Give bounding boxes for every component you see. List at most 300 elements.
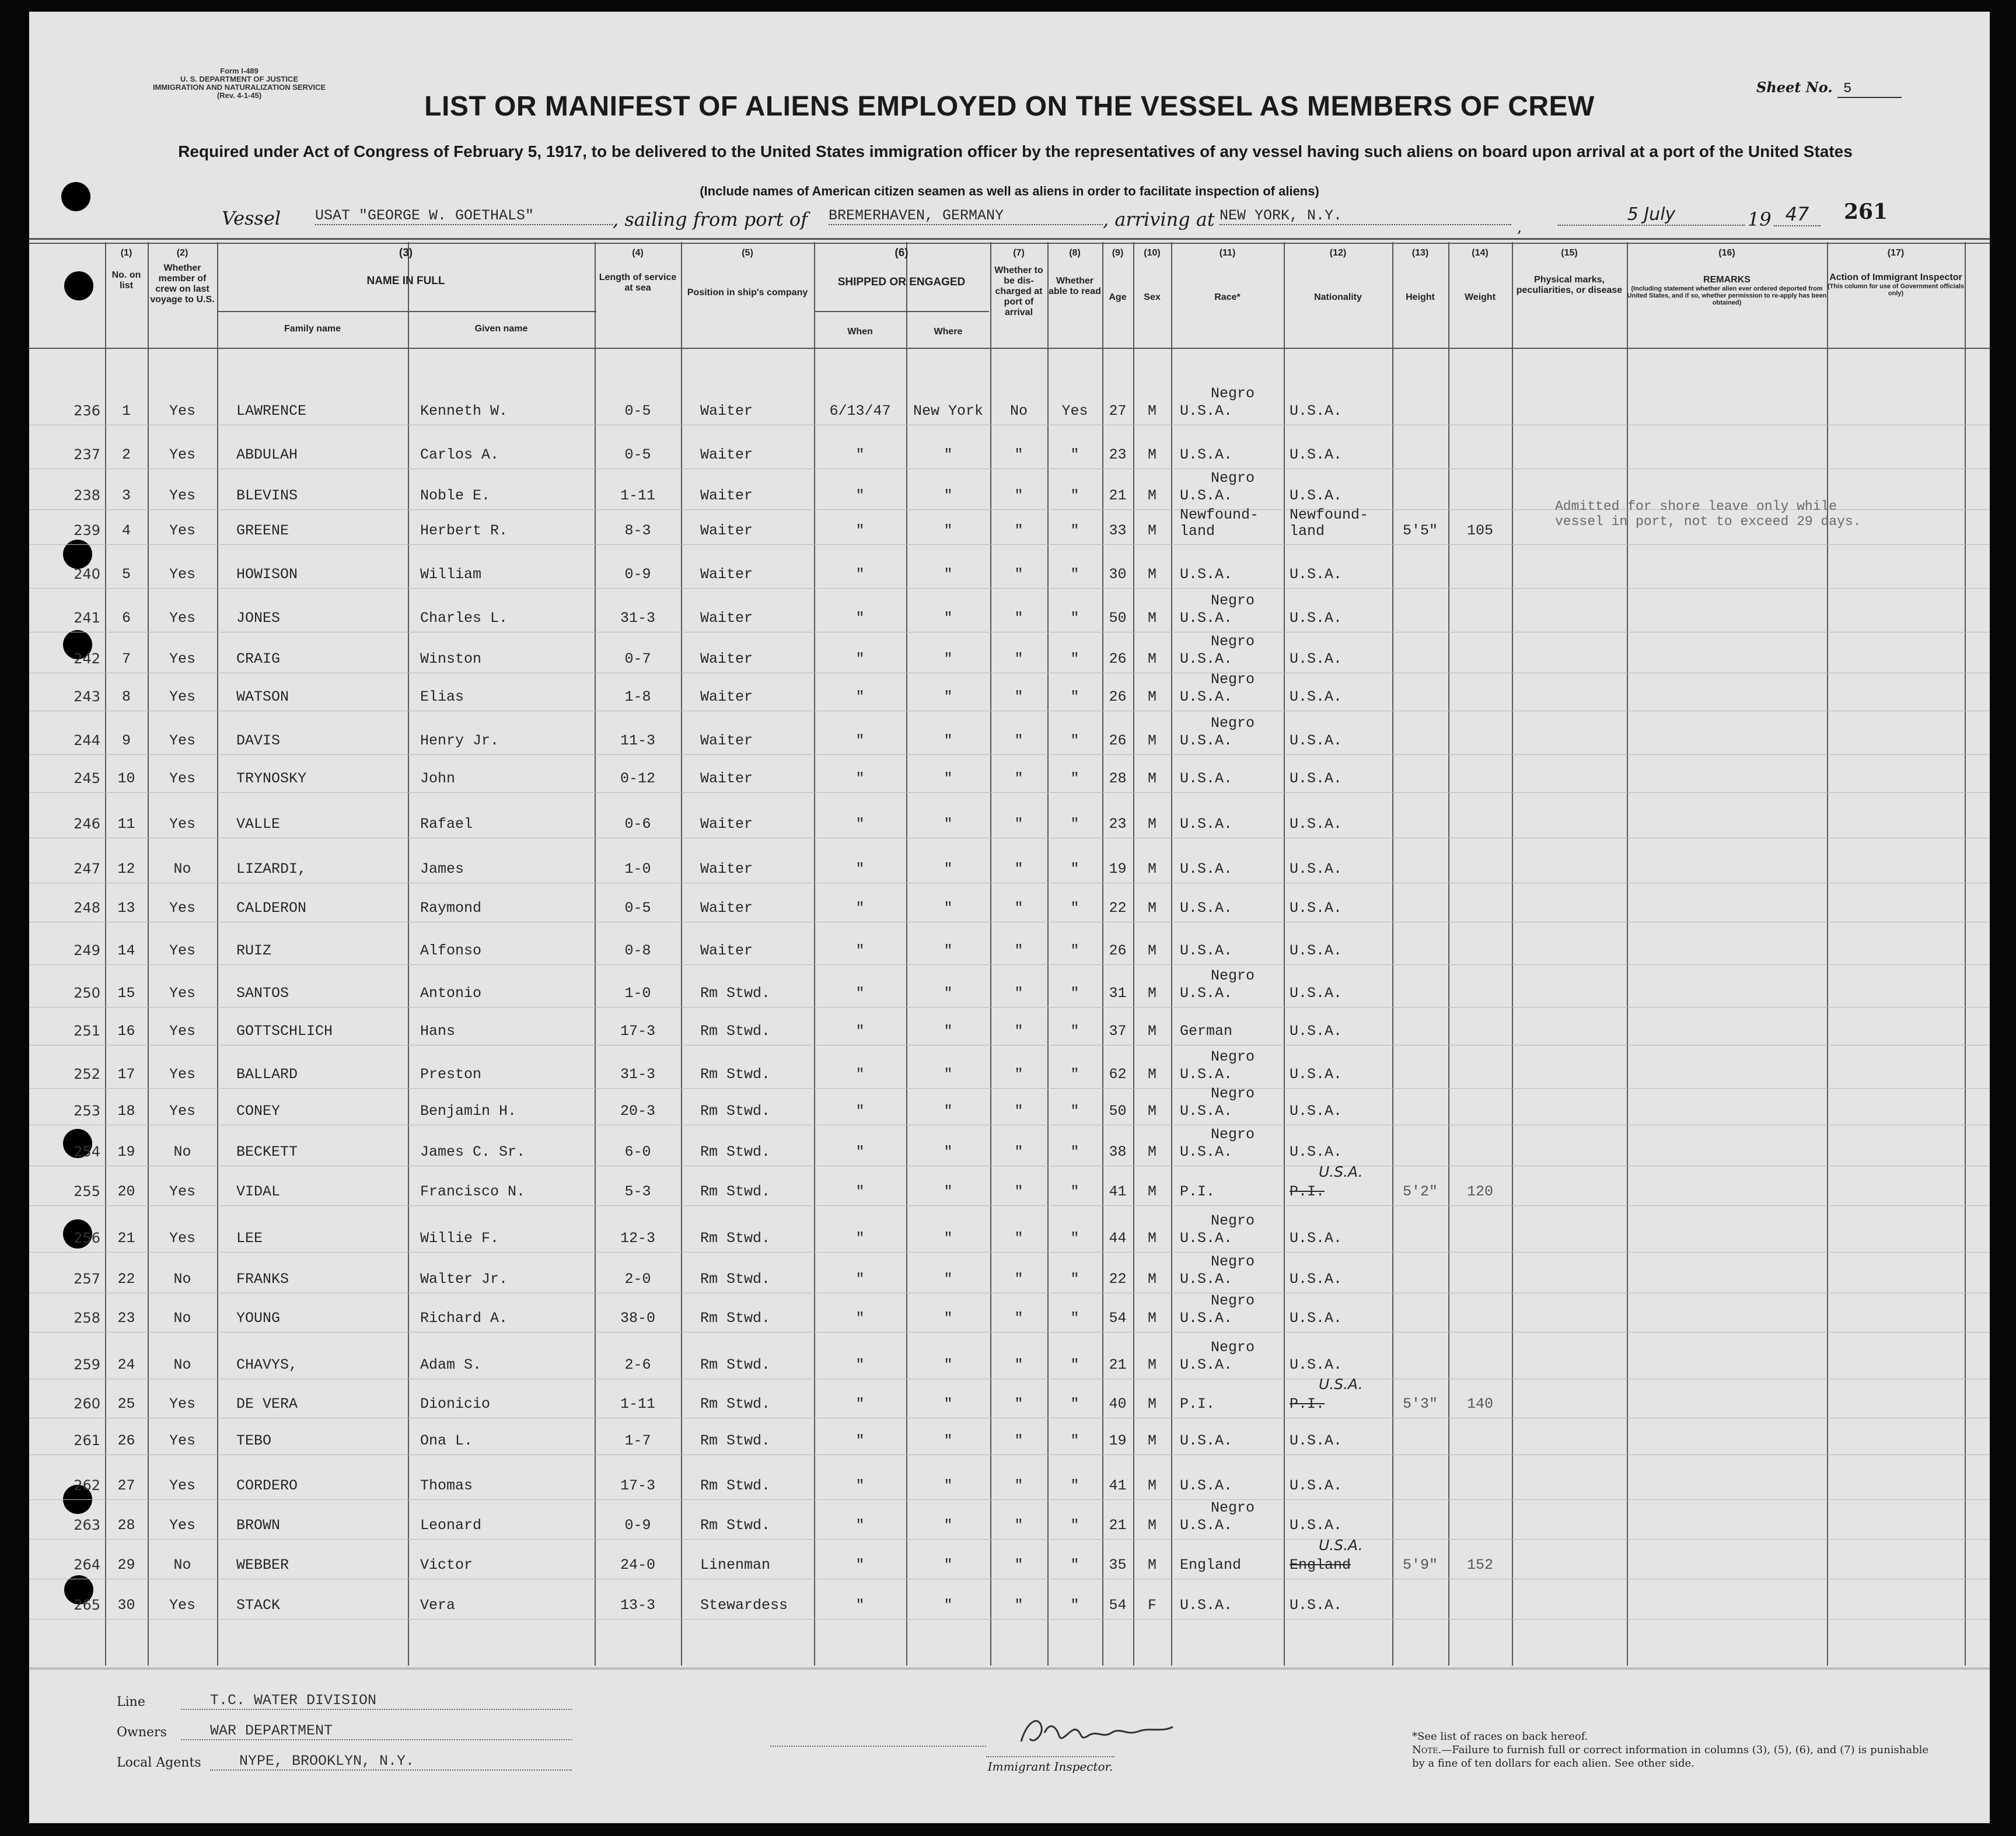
cell-sex: M (1147, 1517, 1157, 1534)
cell-nat: U.S.A. (1290, 688, 1343, 705)
note-label: Note. (1412, 1744, 1442, 1756)
cell-no: 26 (117, 1432, 135, 1449)
cell-position: Waiter (700, 732, 753, 749)
cell-when: " (855, 1310, 865, 1327)
cell-race: German (1180, 1023, 1233, 1040)
cell-when: " (855, 1597, 865, 1614)
cell-read: " (1070, 770, 1079, 787)
cell-discharged: " (1014, 942, 1023, 959)
cell-given: James C. Sr. (420, 1143, 526, 1160)
cell-family: CORDERO (236, 1477, 298, 1494)
cell-race: U.S.A. (1180, 1597, 1233, 1614)
cell-sex: M (1147, 1066, 1157, 1083)
cell-sex: M (1147, 942, 1157, 959)
cell-sex: M (1147, 1103, 1157, 1120)
cell-sex: M (1147, 1023, 1157, 1040)
cell-when: " (855, 1396, 865, 1412)
cell-when: " (855, 1143, 865, 1160)
subtitle: Required under Act of Congress of February 5, 1917, to be delivered to the United States immigration officer by the representatives of any vessel having such aliens on board upon arrival at a port of the United States (178, 142, 1853, 160)
cell-last: No (173, 1271, 191, 1288)
cell-family: WEBBER (236, 1557, 289, 1573)
cell-nat: U.S.A. (1290, 732, 1343, 749)
cell-given: Antonio (420, 985, 482, 1002)
cell-race: U.S.A. (1180, 1143, 1233, 1160)
cell-service: 20-3 (620, 1103, 655, 1120)
cell-last: Yes (169, 1432, 195, 1449)
cell-age: 26 (1109, 942, 1127, 959)
cell-discharged: " (1014, 1183, 1023, 1200)
cell-no: 2 (121, 446, 131, 463)
col-6a-header: When (847, 327, 873, 337)
cell-no: 6 (121, 610, 131, 627)
cell-when: " (855, 1183, 865, 1200)
cell-where: " (944, 1477, 953, 1494)
cell-no: 4 (121, 522, 131, 539)
col-8-header: (8) Whether able to read (1049, 248, 1101, 296)
cell-last: No (173, 861, 191, 877)
cell-discharged: " (1014, 1432, 1023, 1449)
line-number: 264 (74, 1557, 100, 1573)
cell-race-note: Negro (1211, 1212, 1255, 1229)
cell-sex: M (1147, 1271, 1157, 1288)
cell-sex: M (1147, 816, 1157, 833)
cell-when: " (855, 1356, 865, 1373)
cell-read: " (1070, 1557, 1079, 1573)
cell-race: U.S.A. (1180, 566, 1233, 583)
cell-race-note: Negro (1211, 1048, 1255, 1065)
cell-race: U.S.A. (1180, 861, 1233, 877)
cell-service: 0-12 (620, 770, 655, 787)
cell-race: U.S.A. (1180, 446, 1233, 463)
line-number: 244 (74, 732, 100, 749)
col-14-header: (14) Weight (1464, 248, 1496, 302)
cell-no: 27 (117, 1477, 135, 1494)
cell-no: 15 (117, 985, 135, 1002)
cell-last: Yes (169, 610, 195, 627)
cell-no: 13 (117, 900, 135, 917)
cell-position: Waiter (700, 900, 753, 917)
cell-sex: F (1147, 1597, 1157, 1614)
cell-nat: U.S.A. (1290, 1597, 1343, 1614)
line-value: T.C. WATER DIVISION (181, 1692, 572, 1710)
cell-age: 22 (1109, 1271, 1127, 1288)
cell-where: " (944, 688, 953, 705)
cell-age: 21 (1109, 1517, 1127, 1534)
cell-family: TEBO (236, 1432, 272, 1449)
cell-age: 30 (1109, 566, 1127, 583)
cell-family: VIDAL (236, 1183, 281, 1200)
cell-read: " (1070, 1271, 1079, 1288)
port-of-arrival: NEW YORK, N.Y. (1220, 207, 1511, 225)
line-number: 243 (74, 688, 100, 705)
cell-weight: 105 (1466, 522, 1493, 539)
line-number: 254 (74, 1143, 100, 1160)
cell-nat: U.S.A. (1290, 1432, 1343, 1449)
cell-service: 38-0 (620, 1310, 655, 1327)
cell-given: Noble E. (420, 487, 491, 504)
cell-sex: M (1147, 688, 1157, 705)
cell-given: Thomas (420, 1477, 473, 1494)
line-number: 256 (74, 1230, 100, 1246)
cell-read: " (1070, 610, 1079, 627)
service: IMMIGRATION AND NATURALIZATION SERVICE (152, 83, 326, 92)
cell-last: Yes (169, 900, 195, 917)
cell-age: 50 (1109, 1103, 1127, 1120)
cell-nat: U.S.A. (1290, 1310, 1343, 1327)
cell-position: Rm Stwd. (700, 985, 771, 1002)
year-prefix: 19 (1748, 208, 1772, 230)
cell-read: " (1070, 985, 1079, 1002)
cell-nat: U.S.A. (1290, 770, 1343, 787)
cell-discharged: " (1014, 1143, 1023, 1160)
cell-age: 27 (1109, 403, 1127, 419)
form-number: Form I-489 (220, 67, 258, 75)
cell-given: Francisco N. (420, 1183, 526, 1200)
cell-position: Rm Stwd. (700, 1396, 771, 1412)
cell-position: Rm Stwd. (700, 1432, 771, 1449)
cell-age: 28 (1109, 770, 1127, 787)
cell-nat: U.S.A. (1290, 1356, 1343, 1373)
cell-family: DE VERA (236, 1396, 298, 1412)
cell-weight: 152 (1466, 1557, 1493, 1573)
cell-sex: M (1147, 446, 1157, 463)
line-number: 259 (74, 1356, 100, 1373)
cell-family: HOWISON (236, 566, 298, 583)
arrival-year: 47 (1774, 203, 1821, 226)
cell-nat: P.I. (1290, 1396, 1325, 1412)
cell-discharged: " (1014, 770, 1023, 787)
cell-race: U.S.A. (1180, 1103, 1233, 1120)
cell-nat: U.S.A. (1290, 1230, 1343, 1247)
cell-read: " (1070, 861, 1079, 877)
cell-nat: U.S.A. (1290, 1143, 1343, 1160)
cell-discharged: " (1014, 1597, 1023, 1614)
cell-given: Vera (420, 1597, 456, 1614)
cell-race: U.S.A. (1180, 1066, 1233, 1083)
cell-position: Rm Stwd. (700, 1356, 771, 1373)
cell-when: " (855, 770, 865, 787)
line-number: 262 (74, 1477, 100, 1494)
cell-given: Elias (420, 688, 464, 705)
line-number: 237 (74, 446, 100, 463)
footnote (1412, 1730, 1937, 1770)
cell-read: " (1070, 446, 1079, 463)
cell-when: " (855, 1023, 865, 1040)
manifest-sheet: Form I-489 U. S. DEPARTMENT OF JUSTICE IMMIGRATION AND NATURALIZATION SERVICE (Rev. 4-1-45) Sheet No. 5 LIST OR MANIFEST OF ALIENS EMPLOYED ON THE VESSEL AS MEMBERS OF CREW Required under Act of Congress of February 5, 1917, to be delivered to the United States immigration officer by the representatives of any vessel having such aliens on board upon arrival at a port of the United States (Include names of American citizen seamen as well as aliens in order to facilitate inspection of aliens) Vessel USAT "GEORGE W. GOETHALS" , sailing from port of BREMERHAVEN, GERMANY , arriving at NEW YORK, N.Y. , 5 July 19 47 261 (1) No. on list (2) Whether member of crew on last voyage to U.S. (3) NAME IN FULL Family name Given name (4) Length of service at sea (5) Position in ship's company (6) SHIPPED OR ENGAGED When Where (7) Whether to be dis-charged at port of arrival (8) Whether able to read (9) Age (10) Sex (11) Race* (12) Nationality (13) Height (14) Weight (15) Physical marks, peculiarities, or disease (16) REMARKS (Including statement whether alien ever ordered deported from United States, and if so, whether permission to re-apply has been obtained) (17) Action of Immigrant Inspector (This column for use of Government officials only) 236 1 Yes LAWRENCE Kenneth W. 0-5 Waiter 6/13/47 New York No Yes 27 M U.S.A. U.S.A. Negro 237 2 Yes ABDULAH Carlos A. 0-5 Waiter " " " " 23 M U.S.A. U.S.A. 238 3 Yes BLEVINS Noble E. 1-11 Waiter " " " " 21 M U.S.A. U.S.A. Negro 239 4 Yes GREENE Herbert R. 8-3 Waiter " " " " 33 M Newfound- land Newfound- land 5'5" 105 240 5 Yes HOWISON William 0-9 Waiter " " " " 30 M U.S.A. U.S.A. 241 6 Yes JONES Charles L. 31-3 Waiter " " " " 50 M U.S.A. U.S.A. Negro 242 7 Yes CRAIG Winston 0-7 Waiter " " " " 26 M U.S.A. U.S.A. Negro 243 8 Yes WATSON Elias 1-8 Waiter " " " " 26 M U.S.A. U.S.A. Negro 244 9 Yes DAVIS Henry Jr. 11-3 Waiter " " " " 26 M U.S.A. U.S.A. Negro 245 10 Yes TRYNOSKY John 0-12 Waiter " " " " 28 M U.S.A. U.S.A. 246 11 Yes VALLE Rafael 0-6 Waiter " " " " 23 M U.S.A. U.S.A. 247 12 No LIZARDI, James 1-0 Waiter " " " " 19 M U.S.A. U.S.A. 248 13 Yes CALDERON Raymond 0-5 Waiter " " " " 22 M U.S.A. U.S.A. 249 14 Yes RUIZ Alfonso 0-8 Waiter " " " " 26 M U.S.A. U.S.A. 250 15 Yes SANTOS Antonio 1-0 Rm Stwd. " " " " 31 M U.S.A. U.S.A. Negro 251 16 Yes GOTTSCHLICH Hans 17-3 Rm Stwd. " " " " 37 M German U.S.A. 252 17 Yes BALLARD Preston 31-3 Rm Stwd. " " " " 62 M U.S.A. U.S.A. Negro 253 18 Yes CONEY Benjamin H. 20-3 Rm Stwd. " " " " 50 M U.S.A. U.S.A. Negro 254 19 No BECKETT James C. Sr. 6-0 Rm Stwd. " " " " 38 M U.S.A. U.S.A. Negro 255 20 Yes VIDAL Francisco N. 5-3 Rm Stwd. " " " " 41 M P.I. P.I. 5'2" 120 U.S.A. 256 21 Yes LEE Willie F. 12-3 Rm Stwd. " " " " 44 M U.S.A. U.S.A. Negro 257 22 No FRANKS Walter Jr. 2-0 Rm Stwd. " " " " 22 M U.S.A. U.S.A. Negro 258 23 No YOUNG Richard A. 38-0 Rm Stwd. " " " " 54 M U.S.A. U.S.A. Negro 259 24 No CHAVYS, Adam S. 2-6 Rm Stwd. " " " " 21 M U.S.A. U.S.A. Negro 260 25 Yes DE VERA Dionicio 1-11 Rm Stwd. " " " " 40 M P.I. P.I. 5'3" 140 U.S.A. 261 26 Yes TEBO Ona L. 1-7 Rm Stwd. " " " " 19 M U.S.A. U.S.A. 262 27 Yes CORDERO Thomas 17-3 Rm Stwd. " " " " 41 M U.S.A. U.S.A. 263 28 Yes BROWN Leonard 0-9 Rm Stwd. " " " " 21 M U.S.A. U.S.A. Negro 264 29 No WEBBER Victor 24-0 Linenman " " " " 35 M England England 5'9" 152 U.S.A. 265 30 Yes STACK Vera 13-3 Stewardess " " " " 54 F U.S.A. U.S.A. Admitted for shore leave only while vessel in port, not to exceed 29 days. Line T.C. WATER DIVISION Owners WAR DEPARTMENT Local Agents NYPE, BROOKLYN, N.Y. Immigrant Inspector. *See list of races on back hereof. Note.—Failure to furnish full or correct information in columns (3), (5), (6), and (7) is punishable by a fine of ten dollars for each alien. See other side. (29, 12, 1990, 1823)
cell-family: ABDULAH (236, 446, 298, 463)
cell-service: 13-3 (620, 1597, 655, 1614)
cell-given: Alfonso (420, 942, 482, 959)
cell-service: 1-8 (624, 688, 651, 705)
cell-last: Yes (169, 566, 195, 583)
cell-nationality-correction: U.S.A. (1319, 1163, 1363, 1180)
cell-read: " (1070, 1103, 1079, 1120)
cell-nat: U.S.A. (1290, 942, 1343, 959)
line-label: Line (117, 1695, 145, 1709)
page-title: LIST OR MANIFEST OF ALIENS EMPLOYED ON THE VESSEL AS MEMBERS OF CREW (424, 91, 1595, 122)
cell-race-note: Negro (1211, 592, 1255, 609)
cell-race: U.S.A. (1180, 1356, 1233, 1373)
cell-age: 26 (1109, 732, 1127, 749)
agents-label: Local Agents (117, 1755, 201, 1770)
cell-discharged: " (1014, 1477, 1023, 1494)
cell-service: 0-7 (624, 651, 651, 667)
cell-family: BLEVINS (236, 487, 298, 504)
col-3a-header: Family name (284, 324, 341, 334)
cell-race: U.S.A. (1180, 942, 1233, 959)
cell-age: 44 (1109, 1230, 1127, 1247)
cell-nat: U.S.A. (1290, 1103, 1343, 1120)
cell-where: " (944, 1103, 953, 1120)
cell-discharged: " (1014, 651, 1023, 667)
cell-age: 21 (1109, 487, 1127, 504)
line-number: 239 (74, 522, 100, 538)
cell-when: " (855, 1271, 865, 1288)
cell-nat: Newfound- land (1290, 506, 1369, 540)
cell-no: 7 (121, 651, 131, 667)
cell-race: U.S.A. (1180, 1230, 1233, 1247)
cell-last: Yes (169, 1597, 195, 1614)
cell-position: Rm Stwd. (700, 1183, 771, 1200)
cell-position: Rm Stwd. (700, 1477, 771, 1494)
cell-no: 25 (117, 1396, 135, 1412)
cell-family: SANTOS (236, 985, 289, 1002)
cell-last: Yes (169, 1183, 195, 1200)
cell-height: 5'5" (1402, 522, 1438, 539)
cell-age: 40 (1109, 1396, 1127, 1412)
cell-sex: M (1147, 566, 1157, 583)
remarks-note: Admitted for shore leave only while vessel in port, not to exceed 29 days. (1555, 499, 1861, 529)
cell-given: Carlos A. (420, 446, 499, 463)
cell-height: 5'2" (1402, 1183, 1438, 1200)
cell-given: Leonard (420, 1517, 482, 1534)
cell-age: 41 (1109, 1477, 1127, 1494)
cell-where: " (944, 1143, 953, 1160)
cell-where: " (944, 1557, 953, 1573)
cell-given: Winston (420, 651, 482, 667)
line-number: 257 (74, 1271, 100, 1287)
cell-sex: M (1147, 522, 1157, 539)
cell-last: Yes (169, 985, 195, 1002)
cell-position: Waiter (700, 403, 753, 419)
cell-when: " (855, 816, 865, 833)
cell-read: " (1070, 522, 1079, 539)
cell-where: " (944, 446, 953, 463)
cell-family: LAWRENCE (236, 403, 307, 419)
cell-discharged: " (1014, 688, 1023, 705)
cell-nat: U.S.A. (1290, 487, 1343, 504)
cell-read: " (1070, 1066, 1079, 1083)
cell-service: 8-3 (624, 522, 651, 539)
cell-position: Rm Stwd. (700, 1517, 771, 1534)
cell-service: 5-3 (624, 1183, 651, 1200)
cell-age: 62 (1109, 1066, 1127, 1083)
cell-given: Dionicio (420, 1396, 491, 1412)
cell-position: Stewardess (700, 1597, 788, 1614)
line-number: 265 (74, 1597, 100, 1613)
line-number: 260 (74, 1396, 100, 1412)
cell-discharged: " (1014, 1230, 1023, 1247)
cell-where: " (944, 1310, 953, 1327)
col-3-header: (3) NAME IN FULL (366, 247, 445, 287)
line-number: 241 (74, 610, 100, 626)
col-10-header: (10) Sex (1144, 248, 1161, 302)
cell-service: 17-3 (620, 1477, 655, 1494)
cell-family: CHAVYS, (236, 1356, 298, 1373)
line-number: 250 (74, 985, 100, 1001)
cell-read: " (1070, 1396, 1079, 1412)
col-11-header: (11) Race* (1214, 248, 1241, 302)
cell-sex: M (1147, 732, 1157, 749)
line-number: 242 (74, 651, 100, 667)
cell-family: LEE (236, 1230, 263, 1247)
cell-when: " (855, 1477, 865, 1494)
cell-when: " (855, 1103, 865, 1120)
col-9-header: (9) Age (1109, 248, 1127, 302)
line-number: 238 (74, 487, 100, 503)
cell-no: 29 (117, 1557, 135, 1573)
cell-discharged: " (1014, 446, 1023, 463)
cell-race: U.S.A. (1180, 688, 1233, 705)
cell-given: Ona L. (420, 1432, 473, 1449)
cell-position: Waiter (700, 861, 753, 877)
cell-age: 26 (1109, 651, 1127, 667)
cell-race: P.I. (1180, 1396, 1215, 1412)
cell-given: Benjamin H. (420, 1103, 517, 1120)
cell-service: 12-3 (620, 1230, 655, 1247)
cell-when: " (855, 861, 865, 877)
cell-position: Waiter (700, 610, 753, 627)
cell-race-note: Negro (1211, 1253, 1255, 1270)
cell-family: BALLARD (236, 1066, 298, 1083)
cell-race-note: Negro (1211, 1339, 1255, 1356)
cell-race: U.S.A. (1180, 403, 1233, 419)
cell-where: " (944, 816, 953, 833)
include-note: (Include names of American citizen seamen as well as aliens in order to facilitate inspection of aliens) (700, 184, 1319, 198)
cell-last: Yes (169, 816, 195, 833)
cell-family: GREENE (236, 522, 289, 539)
cell-age: 19 (1109, 861, 1127, 877)
cell-discharged: No (1009, 403, 1028, 419)
line-number: 252 (74, 1066, 100, 1082)
cell-sex: M (1147, 770, 1157, 787)
cell-last: Yes (169, 446, 195, 463)
cell-age: 54 (1109, 1597, 1127, 1614)
cell-when: " (855, 1517, 865, 1534)
cell-last: Yes (169, 1230, 195, 1247)
cell-age: 50 (1109, 610, 1127, 627)
cell-discharged: " (1014, 1310, 1023, 1327)
cell-family: LIZARDI, (236, 861, 307, 877)
cell-when: " (855, 566, 865, 583)
cell-when: 6/13/47 (829, 403, 891, 419)
cell-race: Newfound- land (1180, 506, 1259, 540)
cell-race: U.S.A. (1180, 487, 1233, 504)
cell-discharged: " (1014, 1517, 1023, 1534)
cell-where: New York (913, 403, 984, 419)
cell-when: " (855, 446, 865, 463)
cell-read: " (1070, 1597, 1079, 1614)
cell-where: " (944, 942, 953, 959)
owners-label: Owners (117, 1725, 167, 1740)
cell-race: U.S.A. (1180, 1477, 1233, 1494)
cell-read: " (1070, 651, 1079, 667)
cell-nat: England (1290, 1557, 1351, 1573)
cell-when: " (855, 1066, 865, 1083)
cell-nat: U.S.A. (1290, 610, 1343, 627)
cell-no: 19 (117, 1143, 135, 1160)
cell-last: Yes (169, 732, 195, 749)
cell-age: 54 (1109, 1310, 1127, 1327)
cell-last: Yes (169, 522, 195, 539)
cell-sex: M (1147, 487, 1157, 504)
cell-discharged: " (1014, 566, 1023, 583)
cell-nat: U.S.A. (1290, 566, 1343, 583)
cell-sex: M (1147, 1310, 1157, 1327)
cell-when: " (855, 610, 865, 627)
cell-race: U.S.A. (1180, 1517, 1233, 1534)
cell-last: Yes (169, 403, 195, 419)
cell-age: 35 (1109, 1557, 1127, 1573)
cell-race-note: Negro (1211, 671, 1255, 688)
cell-where: " (944, 1396, 953, 1412)
cell-given: James (420, 861, 464, 877)
cell-where: " (944, 1597, 953, 1614)
cell-sex: M (1147, 610, 1157, 627)
cell-race: U.S.A. (1180, 985, 1233, 1002)
cell-last: Yes (169, 1103, 195, 1120)
cell-given: Walter Jr. (420, 1271, 508, 1288)
cell-when: " (855, 487, 865, 504)
cell-position: Waiter (700, 816, 753, 833)
line-number: 255 (74, 1183, 100, 1199)
cell-service: 0-6 (624, 816, 651, 833)
cell-no: 22 (117, 1271, 135, 1288)
col-5-header: (5) Position in ship's company (687, 248, 808, 298)
cell-where: " (944, 732, 953, 749)
cell-last: No (173, 1310, 191, 1327)
cell-when: " (855, 651, 865, 667)
cell-given: Rafael (420, 816, 473, 833)
cell-no: 20 (117, 1183, 135, 1200)
cell-read: " (1070, 566, 1079, 583)
cell-sex: M (1147, 900, 1157, 917)
col-17-header: (17) Action of Immigrant Inspector (This column for use of Government officials only) (1827, 248, 1965, 297)
cell-discharged: " (1014, 487, 1023, 504)
cell-race: U.S.A. (1180, 732, 1233, 749)
line-number: 249 (74, 942, 100, 959)
cell-position: Waiter (700, 522, 753, 539)
cell-nat: U.S.A. (1290, 403, 1343, 419)
cell-service: 1-0 (624, 861, 651, 877)
cell-position: Linenman (700, 1557, 771, 1573)
cell-age: 26 (1109, 688, 1127, 705)
cell-read: " (1070, 1432, 1079, 1449)
inspector-signature (1015, 1709, 1179, 1756)
cell-service: 2-6 (624, 1356, 651, 1373)
cell-race: U.S.A. (1180, 1432, 1233, 1449)
cell-discharged: " (1014, 985, 1023, 1002)
line-number: 236 (74, 403, 100, 419)
cell-read: " (1070, 942, 1079, 959)
cell-race-note: Negro (1211, 1292, 1255, 1309)
cell-position: Rm Stwd. (700, 1023, 771, 1040)
cell-no: 1 (121, 403, 131, 419)
cell-nationality-correction: U.S.A. (1319, 1376, 1363, 1393)
cell-no: 30 (117, 1597, 135, 1614)
cell-read: " (1070, 1517, 1079, 1534)
cell-weight: 120 (1466, 1183, 1493, 1200)
